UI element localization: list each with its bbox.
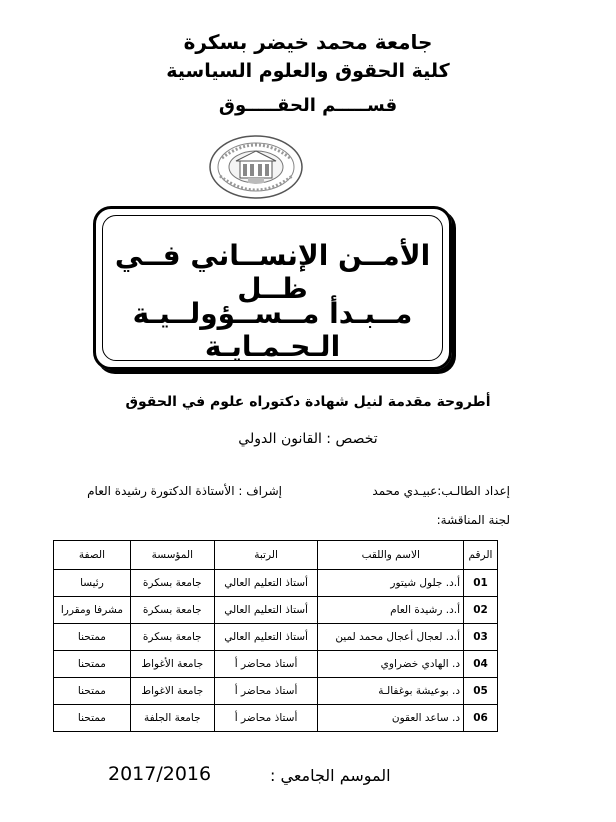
cell-rank: أستاذ التعليم العالي (214, 624, 318, 651)
cell-role: مشرفا ومقررا (54, 597, 131, 624)
cell-rank: أستاذ محاضر أ (214, 705, 318, 732)
header-institution: المؤسسة (130, 541, 214, 570)
cell-institution: جامعة الأغواط (130, 651, 214, 678)
cell-name: أ.د. جلول شيتور (318, 570, 464, 597)
header-number: الرقم (464, 541, 498, 570)
prepared-by: إعداد الطالـب:عبيـدي محمد (372, 484, 510, 498)
table-row (54, 651, 498, 678)
table-row (54, 678, 498, 705)
academic-year: 2017/2016 (108, 763, 212, 785)
header-role: الصفة (54, 541, 131, 570)
cell-rank: أستاذ محاضر أ (214, 651, 318, 678)
cell-role: رئيسا (54, 570, 131, 597)
university-seal-logo (208, 134, 304, 200)
cell-institution: جامعة الجلفة (130, 705, 214, 732)
thesis-title-frame (93, 206, 452, 370)
supervisor: إشراف : الأستاذة الدكتورة رشيدة العام (87, 484, 282, 498)
university-name: جامعة محمد خيضر بسكرة (183, 30, 433, 54)
cell-name: أ.د. لعجال أعجال محمد لمين (318, 624, 464, 651)
cell-number: 01 (464, 570, 498, 597)
cell-institution: جامعة بسكرة (130, 624, 214, 651)
cell-role: ممتحنا (54, 624, 131, 651)
cell-name: أ.د. رشيدة العام (318, 597, 464, 624)
thesis-title-line-2: مــبـدأ مــســؤولــيـة الـحـمـايـة (132, 297, 413, 363)
jury-label: لجنة المناقشة: (436, 513, 510, 527)
table-row (54, 570, 498, 597)
cell-name: د. بوعيشة بوغفالـة (318, 678, 464, 705)
cell-rank: أستاذ التعليم العالي (214, 597, 318, 624)
cell-role: ممتحنا (54, 651, 131, 678)
cell-number: 06 (464, 705, 498, 732)
cell-institution: جامعة بسكرة (130, 597, 214, 624)
cell-number: 05 (464, 678, 498, 705)
cell-number: 03 (464, 624, 498, 651)
cell-rank: أستاذ التعليم العالي (214, 570, 318, 597)
table-row (54, 597, 498, 624)
table-header-row (54, 541, 498, 570)
cell-institution: جامعة الاغواط (130, 678, 214, 705)
cell-name: د. الهادي خضراوي (318, 651, 464, 678)
jury-table (53, 540, 498, 732)
faculty-name: كلية الحقوق والعلوم السياسية (166, 60, 450, 82)
header-name: الاسم واللقب (318, 541, 464, 570)
cell-number: 02 (464, 597, 498, 624)
table-row (54, 624, 498, 651)
academic-season-label: الموسم الجامعي : (270, 766, 391, 785)
specialty-label: تخصص : القانون الدولي (238, 431, 378, 447)
cell-role: ممتحنا (54, 678, 131, 705)
header-rank: الرتبة (214, 541, 318, 570)
cell-name: د. ساعد العقون (318, 705, 464, 732)
cell-role: ممتحنا (54, 705, 131, 732)
cell-rank: أستاذ محاضر أ (214, 678, 318, 705)
table-row (54, 705, 498, 732)
cell-number: 04 (464, 651, 498, 678)
thesis-degree-note: أطروحة مقدمة لنيل شهادة دكتوراه علوم في الحقوق (125, 394, 491, 410)
thesis-title-line-1: الأمــن الإنســاني فــي ظــل (114, 239, 431, 305)
department-name: قســـــم الحقـــــوق (218, 95, 398, 116)
cell-institution: جامعة بسكرة (130, 570, 214, 597)
